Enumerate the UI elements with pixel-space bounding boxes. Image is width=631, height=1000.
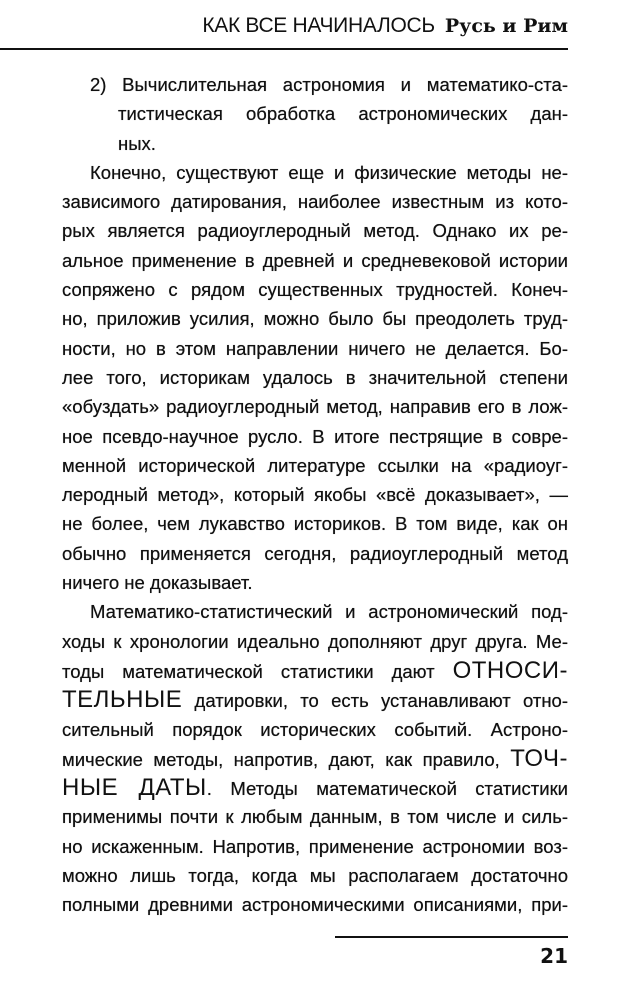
text-run: Конечно, существуют еще и физические методы не- <box>90 161 568 183</box>
text-line <box>62 129 568 158</box>
text-line <box>62 334 568 363</box>
text-line <box>62 539 568 568</box>
text-line <box>62 451 568 480</box>
text-line <box>62 832 568 861</box>
text-run: ное псевдо-научное русло. В итоге пестрящие в совре- <box>62 425 568 447</box>
section-title: КАК ВСЕ НАЧИНАЛОСЬ <box>202 14 435 37</box>
text-run: мические методы, напротив, дают, как правило, <box>62 748 511 770</box>
text-line <box>62 70 568 99</box>
text-run: «обуздать» радиоуглеродный метод, направив его в лож- <box>62 396 568 418</box>
text-run: сительный порядок исторических событий. Астроно- <box>62 718 568 740</box>
text-run: но искаженным. Напротив, применение астрономии воз- <box>62 835 568 857</box>
text-line <box>62 685 568 714</box>
text-line <box>62 568 568 597</box>
body-text <box>62 70 568 920</box>
text-run: сопряжено с рядом существенных трудностей. Конеч- <box>62 279 568 301</box>
text-run: рых является радиоуглеродный метод. Однако их ре- <box>62 220 568 242</box>
text-run: можно лишь тогда, когда мы располагаем достаточно <box>62 865 568 887</box>
text-run: ных. <box>118 132 156 154</box>
text-line <box>62 422 568 451</box>
text-run: обычно применяется сегодня, радиоуглеродный метод <box>62 542 568 564</box>
text-line <box>62 627 568 656</box>
text-run: Математико-статистический и астрономический под- <box>90 601 568 623</box>
text-line <box>62 216 568 245</box>
text-run: датировки, то есть устанавливают отно- <box>182 690 568 712</box>
text-line <box>62 509 568 538</box>
text-line <box>62 275 568 304</box>
text-line <box>62 802 568 831</box>
book-title: Русь и Рим <box>444 15 568 37</box>
header-rule <box>0 48 568 50</box>
text-run: леродный метод», который якобы «всё доказывает», — <box>62 484 568 506</box>
text-line <box>62 304 568 333</box>
text-line <box>62 99 568 128</box>
text-run: полными древними астрономическими описаниями, при- <box>62 894 568 916</box>
text-line <box>62 392 568 421</box>
text-run: не более, чем лукавство историков. В том виде, как он <box>62 513 568 535</box>
text-run: менной исторической литературе ссылки на «радиоуг- <box>62 454 568 476</box>
text-line <box>62 246 568 275</box>
text-run: применимы почти к любым данным, в том числе и силь- <box>62 806 568 828</box>
text-line <box>62 890 568 919</box>
emphasis-caps: ОТНОСИ- <box>452 656 568 684</box>
text-line <box>62 773 568 802</box>
text-line <box>62 744 568 773</box>
text-run: 2) Вычислительная астрономия и математико-ста- <box>90 74 568 95</box>
text-run: но, приложив усилия, можно было бы преодолеть труд- <box>62 308 568 330</box>
text-run: . Методы математической статистики <box>206 778 568 800</box>
emphasis-caps: ТЕЛЬНЫЕ <box>62 686 183 714</box>
text-run: ходы к хронологии идеально дополняют друг друга. Ме- <box>62 630 568 652</box>
page-number: 21 <box>540 944 568 968</box>
running-head <box>202 14 568 38</box>
footer-rule <box>335 936 568 938</box>
emphasis-caps: ТОЧ- <box>510 744 568 772</box>
text-run: тистическая обработка астрономических дан- <box>118 103 568 125</box>
text-run: ничего не доказывает. <box>62 572 253 594</box>
text-line <box>62 597 568 626</box>
text-run: зависимого датирования, наиболее известным из кото- <box>62 191 568 213</box>
emphasis-caps: НЫЕ ДАТЫ <box>62 774 207 802</box>
text-run: альное применение в древней и средневековой истории <box>62 249 568 271</box>
text-line <box>62 187 568 216</box>
text-line <box>62 656 568 685</box>
text-line <box>62 715 568 744</box>
text-run: ности, но в этом направлении ничего не делается. Бо- <box>62 337 568 359</box>
text-run: лее того, историкам удалось в значительной степени <box>62 366 568 388</box>
text-run: тоды математической статистики дают <box>62 660 453 682</box>
text-line <box>62 861 568 890</box>
text-line <box>62 363 568 392</box>
text-line <box>62 480 568 509</box>
text-line <box>62 158 568 187</box>
